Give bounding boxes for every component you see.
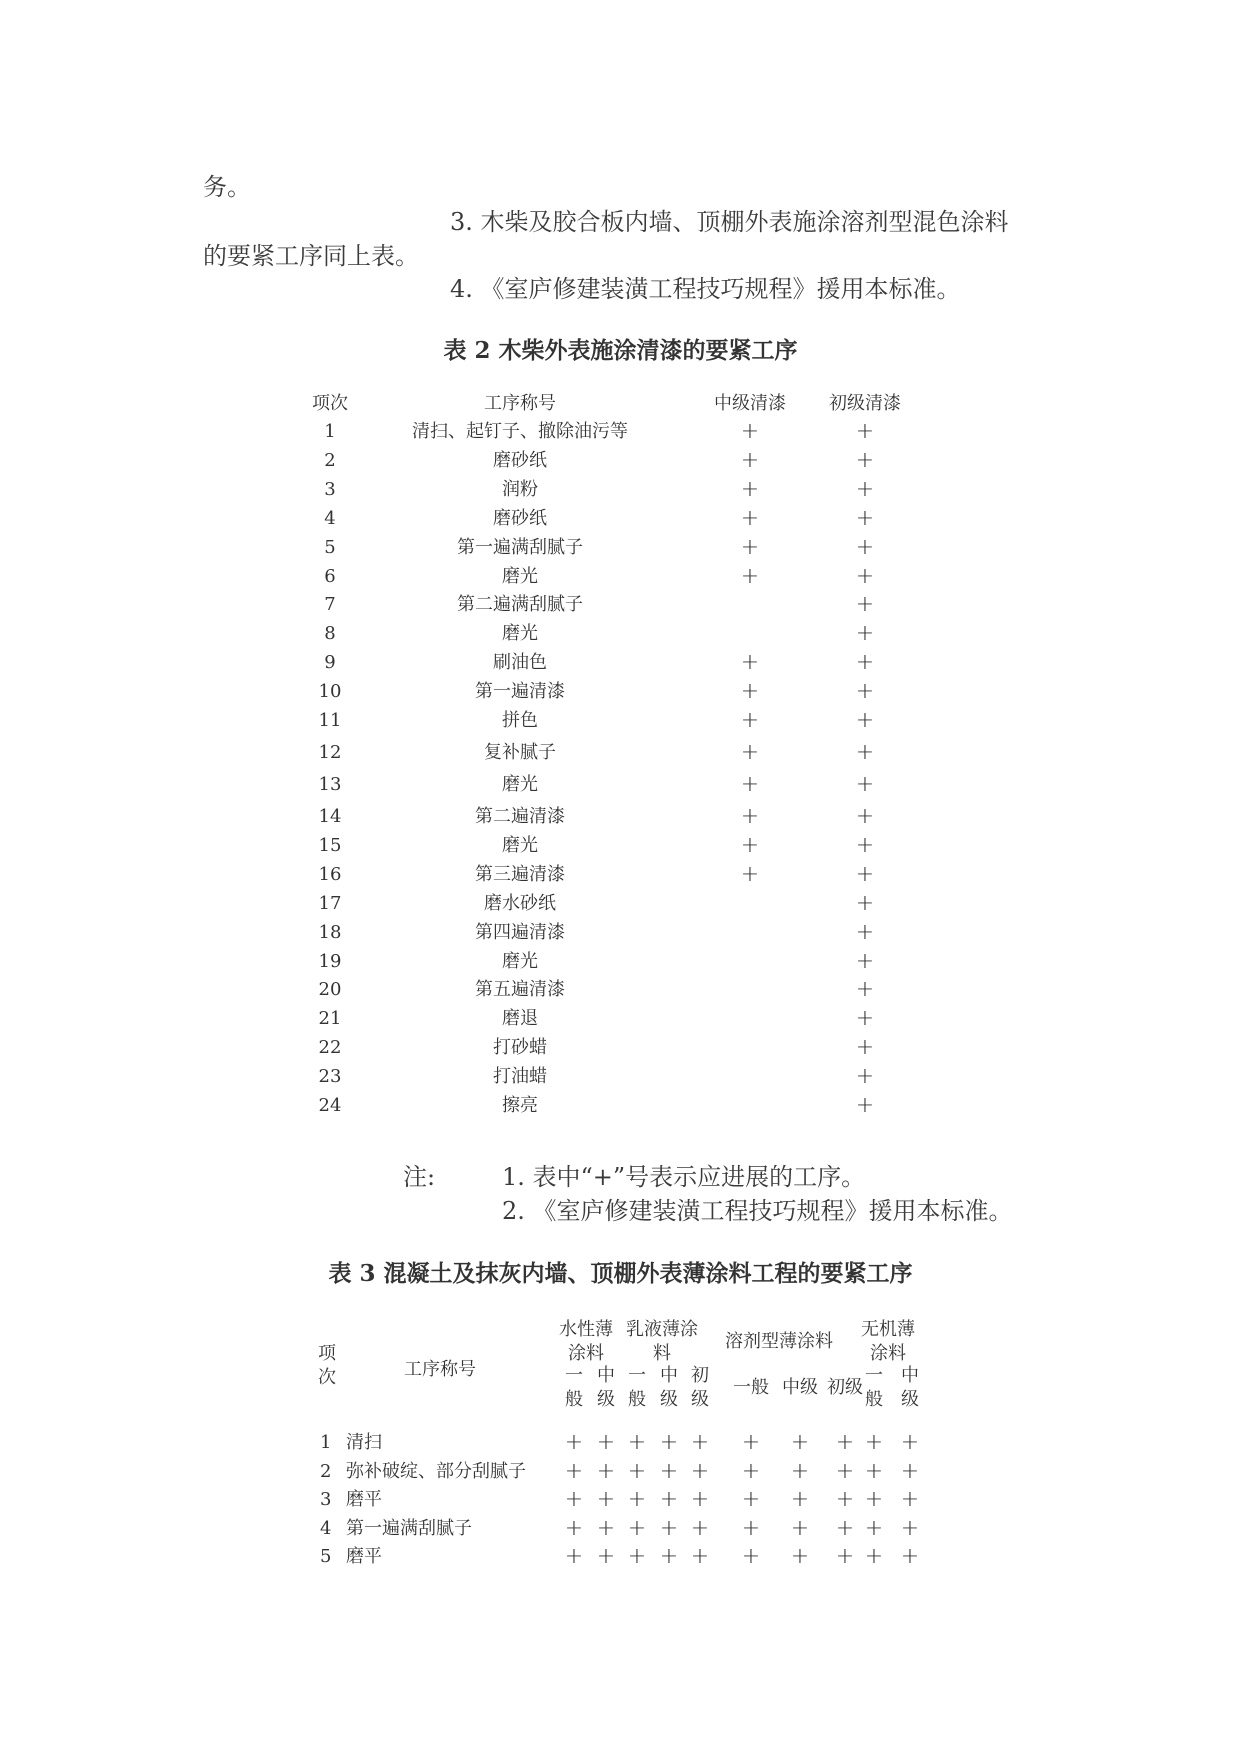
table2-cell-high: + (855, 832, 875, 858)
table2-cell-no: 19 (318, 950, 342, 972)
table3-cell-mark: + (596, 1544, 616, 1569)
table2-row (300, 771, 940, 799)
table2-row (300, 534, 940, 562)
paragraph-item-3-line1: 3. 木柴及胶合板内墙、顶棚外表施涂溶剂型混色涂料 (450, 208, 1009, 236)
table2-cell-no: 22 (318, 1037, 342, 1059)
table3-cell-mark: + (564, 1487, 584, 1512)
table2-cell-high: + (855, 447, 875, 473)
table2-row (300, 418, 940, 446)
table3-subheader: 一般 (865, 1365, 883, 1410)
table2-cell-no: 21 (318, 1008, 342, 1030)
table2-cell-name: 复补腻子 (484, 742, 556, 763)
table2-cell-mid: + (740, 772, 760, 797)
table2-cell-high: + (855, 621, 875, 647)
table2-cell-name: 拼色 (502, 710, 538, 731)
table2-cell-no: 18 (318, 921, 342, 943)
table3-cell-mark: + (790, 1487, 810, 1512)
table2-cell-no: 5 (324, 536, 336, 558)
table2-cell-high: + (855, 977, 875, 1003)
table2-cell-name: 第一遍满刮腻子 (457, 536, 583, 558)
table2-cell-no: 15 (318, 834, 342, 856)
table3-cell-no: 1 (320, 1432, 332, 1453)
table3-row (310, 1428, 930, 1457)
table2-header-mid: 中级清漆 (714, 393, 786, 414)
table2-row (300, 1092, 940, 1120)
table2-cell-high: + (855, 861, 875, 887)
table2-cell-name: 第二遍清漆 (475, 806, 565, 827)
table3-subheader: 中级 (782, 1377, 818, 1398)
table2-cell-name: 第一遍清漆 (475, 681, 565, 703)
table2-cell-name: 磨光 (502, 623, 538, 645)
table3-cell-mark: + (790, 1515, 810, 1541)
table2-header-high: 初级清漆 (829, 393, 901, 414)
table2-cell-no: 14 (318, 806, 342, 827)
table2-cell-high: + (855, 740, 875, 765)
table2-cell-high: + (855, 1093, 875, 1118)
table2-row (300, 505, 940, 533)
table3-cell-name: 清扫 (346, 1432, 382, 1453)
table2-row (300, 919, 940, 947)
table2-cell-mid: + (740, 534, 760, 560)
table3-cell-mark: + (564, 1458, 584, 1484)
table3-cell-mark: + (690, 1544, 710, 1569)
table2-cell-mid: + (740, 861, 760, 887)
table2-cell-high: + (855, 708, 875, 733)
table2-header-name: 工序称号 (484, 393, 556, 414)
table2-cell-name: 磨光 (502, 565, 538, 587)
table3 (310, 1318, 930, 1569)
table3-cell-mark: + (790, 1458, 810, 1484)
table2-row (300, 678, 940, 706)
table2-row (300, 739, 940, 767)
table2-cell-no: 20 (318, 979, 342, 1001)
table2-cell-name: 第二遍满刮腻子 (457, 594, 583, 616)
table2-row (300, 563, 940, 591)
table3-cell-mark: + (596, 1515, 616, 1541)
table3-cell-mark: + (864, 1544, 884, 1569)
table3-cell-no: 2 (320, 1460, 332, 1482)
table2-cell-high: + (855, 679, 875, 705)
table3-cell-name: 弥补破绽、部分刮腻子 (346, 1460, 526, 1482)
table3-cell-name: 磨平 (346, 1546, 382, 1567)
table2-row (300, 832, 940, 860)
table2-row (300, 890, 940, 918)
table2-row (300, 1005, 940, 1033)
table2-header-row (300, 390, 940, 418)
table2-cell-no: 17 (318, 892, 342, 914)
table3-cell-mark: + (564, 1515, 584, 1541)
table3-cell-mark: + (741, 1487, 761, 1512)
table2-header-no: 项次 (312, 393, 348, 414)
table3-group-inorganic: 无机薄涂料 (861, 1319, 915, 1364)
table2-row (300, 476, 940, 504)
table3-cell-mark: + (835, 1544, 855, 1569)
table2-row (300, 861, 940, 889)
table2-cell-no: 16 (318, 863, 342, 885)
table2-row (300, 447, 940, 475)
table3-cell-mark: + (900, 1458, 920, 1484)
note-line-1: 1. 表中“+”号表示应进展的工序。 (502, 1163, 866, 1191)
table2-cell-no: 8 (324, 623, 336, 645)
table3-cell-mark: + (659, 1458, 679, 1484)
note-line-2: 2. 《室庐修建装潢工程技巧规程》援用本标准。 (502, 1197, 1013, 1225)
table2-row (300, 803, 940, 831)
note-label: 注: (403, 1163, 436, 1191)
table2-cell-mid: + (740, 419, 760, 444)
table2-cell-name: 清扫、起钉子、撤除油污等 (412, 421, 628, 442)
table2-row (300, 649, 940, 677)
table3-cell-mark: + (835, 1515, 855, 1541)
paragraph-item-3-line2: 的要紧工序同上表。 (203, 242, 419, 270)
table2-cell-high: + (855, 890, 875, 916)
table2-cell-mid: + (740, 476, 760, 502)
table2-cell-high: + (855, 592, 875, 618)
table3-cell-mark: + (564, 1430, 584, 1455)
table2-cell-mid: + (740, 804, 760, 829)
table2-cell-name: 第四遍清漆 (475, 921, 565, 943)
table2-cell-name: 磨光 (502, 950, 538, 972)
table2-cell-name: 第三遍清漆 (475, 863, 565, 885)
table2-cell-mid: + (740, 832, 760, 858)
table2-cell-name: 打油蜡 (493, 1066, 547, 1088)
table2-cell-no: 13 (318, 774, 342, 795)
table3-cell-mark: + (659, 1487, 679, 1512)
table3-subheader: 一般 (628, 1365, 646, 1410)
table2-cell-no: 4 (324, 507, 336, 529)
table2-cell-high: + (855, 563, 875, 589)
table3-subheader: 中级 (660, 1365, 678, 1410)
table2-cell-high: + (855, 650, 875, 676)
table2-cell-mid: + (740, 650, 760, 676)
table3-cell-mark: + (690, 1430, 710, 1455)
table3-cell-name: 第一遍满刮腻子 (346, 1517, 472, 1539)
table3-header-name: 工序称号 (404, 1359, 476, 1380)
table2-cell-high: + (855, 948, 875, 974)
table2-cell-mid: + (740, 505, 760, 531)
table2-cell-name: 打砂蜡 (493, 1037, 547, 1059)
table3-cell-mark: + (627, 1544, 647, 1569)
table3-cell-mark: + (741, 1544, 761, 1569)
table3-cell-no: 4 (320, 1517, 332, 1539)
table3-row (310, 1457, 930, 1486)
table2-cell-name: 刷油色 (493, 652, 547, 674)
table2-cell-mid: + (740, 679, 760, 705)
table3-subheader: 一般 (565, 1365, 583, 1410)
table2-row (300, 707, 940, 735)
table2-cell-name: 磨砂纸 (493, 449, 547, 471)
table2-cell-no: 9 (324, 652, 336, 674)
table3-subheader: 中级 (597, 1365, 615, 1410)
table3-cell-mark: + (659, 1430, 679, 1455)
table2-row (300, 948, 940, 976)
table3-cell-mark: + (596, 1487, 616, 1512)
table2-cell-no: 23 (318, 1066, 342, 1088)
table3-cell-mark: + (659, 1515, 679, 1541)
table3-cell-mark: + (690, 1515, 710, 1541)
table3-group-water: 水性薄涂料 (559, 1319, 613, 1364)
table3-group-latex: 乳液薄涂料 (626, 1319, 698, 1364)
table2-cell-no: 6 (324, 565, 336, 587)
paragraph-continuation: 务。 (203, 173, 251, 201)
table2-cell-name: 磨光 (502, 774, 538, 795)
table3-cell-no: 3 (320, 1489, 332, 1510)
table2-cell-mid: + (740, 563, 760, 589)
table3-cell-mark: + (690, 1458, 710, 1484)
table3-cell-mark: + (741, 1515, 761, 1541)
table3-cell-name: 磨平 (346, 1489, 382, 1510)
table2-cell-no: 24 (318, 1095, 342, 1116)
paragraph-item-4: 4. 《室庐修建装潢工程技巧规程》援用本标准。 (450, 275, 961, 303)
table2-cell-no: 1 (324, 421, 336, 442)
table2-cell-high: + (855, 1035, 875, 1061)
table3-cell-mark: + (864, 1430, 884, 1455)
table2-cell-mid: + (740, 740, 760, 765)
table3-cell-no: 5 (320, 1546, 332, 1567)
table2-row (300, 620, 940, 648)
table2-cell-no: 12 (318, 742, 342, 763)
table3-cell-mark: + (835, 1430, 855, 1455)
table2-cell-name: 磨砂纸 (493, 507, 547, 529)
table2-cell-name: 润粉 (502, 478, 538, 500)
table2-cell-no: 3 (324, 478, 336, 500)
table3-cell-mark: + (790, 1430, 810, 1455)
table2-cell-mid: + (740, 708, 760, 733)
table2-title: 表 2 木柴外表施涂清漆的要紧工序 (443, 337, 798, 364)
table2-cell-no: 10 (318, 681, 342, 703)
table2-cell-high: + (855, 1006, 875, 1032)
table2-row (300, 591, 940, 619)
table3-cell-mark: + (835, 1458, 855, 1484)
table2-cell-name: 擦亮 (502, 1095, 538, 1116)
table3-cell-mark: + (627, 1487, 647, 1512)
table3-cell-mark: + (627, 1430, 647, 1455)
table2-cell-high: + (855, 804, 875, 829)
table3-cell-mark: + (864, 1487, 884, 1512)
table3-header-no: 项次 (318, 1343, 336, 1388)
table3-row (310, 1542, 930, 1571)
table3-cell-mark: + (741, 1458, 761, 1484)
table3-subheader: 一般 (733, 1377, 769, 1398)
table3-cell-mark: + (900, 1515, 920, 1541)
table3-cell-mark: + (627, 1515, 647, 1541)
table2-cell-high: + (855, 419, 875, 444)
table2-cell-no: 7 (324, 594, 336, 616)
table3-cell-mark: + (564, 1544, 584, 1569)
table2-cell-high: + (855, 919, 875, 945)
table2-cell-high: + (855, 534, 875, 560)
table2-cell-high: + (855, 1064, 875, 1090)
table3-cell-mark: + (741, 1430, 761, 1455)
table2-cell-no: 2 (324, 449, 336, 471)
table3-cell-mark: + (835, 1487, 855, 1512)
table3-cell-mark: + (790, 1544, 810, 1569)
table3-row (310, 1485, 930, 1514)
table2-cell-name: 磨光 (502, 834, 538, 856)
table2-cell-name: 第五遍清漆 (475, 979, 565, 1001)
table2-cell-high: + (855, 505, 875, 531)
table2-cell-mid: + (740, 447, 760, 473)
table3-cell-mark: + (864, 1458, 884, 1484)
table2-cell-name: 磨水砂纸 (484, 892, 556, 914)
table3-subheader: 中级 (901, 1365, 919, 1410)
table3-cell-mark: + (864, 1515, 884, 1541)
table2-cell-no: 11 (318, 710, 342, 731)
table3-cell-mark: + (596, 1458, 616, 1484)
table2-cell-high: + (855, 772, 875, 797)
table3-cell-mark: + (900, 1487, 920, 1512)
table2-cell-name: 磨退 (502, 1008, 538, 1030)
table3-cell-mark: + (690, 1487, 710, 1512)
table3-cell-mark: + (627, 1458, 647, 1484)
table2-row (300, 1034, 940, 1062)
table2-cell-high: + (855, 476, 875, 502)
table3-title: 表 3 混凝土及抹灰内墙、顶棚外表薄涂料工程的要紧工序 (328, 1260, 913, 1287)
table2-row (300, 1063, 940, 1091)
table3-row (310, 1514, 930, 1543)
table3-cell-mark: + (900, 1430, 920, 1455)
table3-group-solvent: 溶剂型薄涂料 (725, 1331, 833, 1352)
table3-subheader: 初级 (691, 1365, 709, 1410)
table3-cell-mark: + (659, 1544, 679, 1569)
table2-row (300, 976, 940, 1004)
table3-subheader: 初级 (827, 1377, 863, 1398)
table3-cell-mark: + (596, 1430, 616, 1455)
table3-cell-mark: + (900, 1544, 920, 1569)
